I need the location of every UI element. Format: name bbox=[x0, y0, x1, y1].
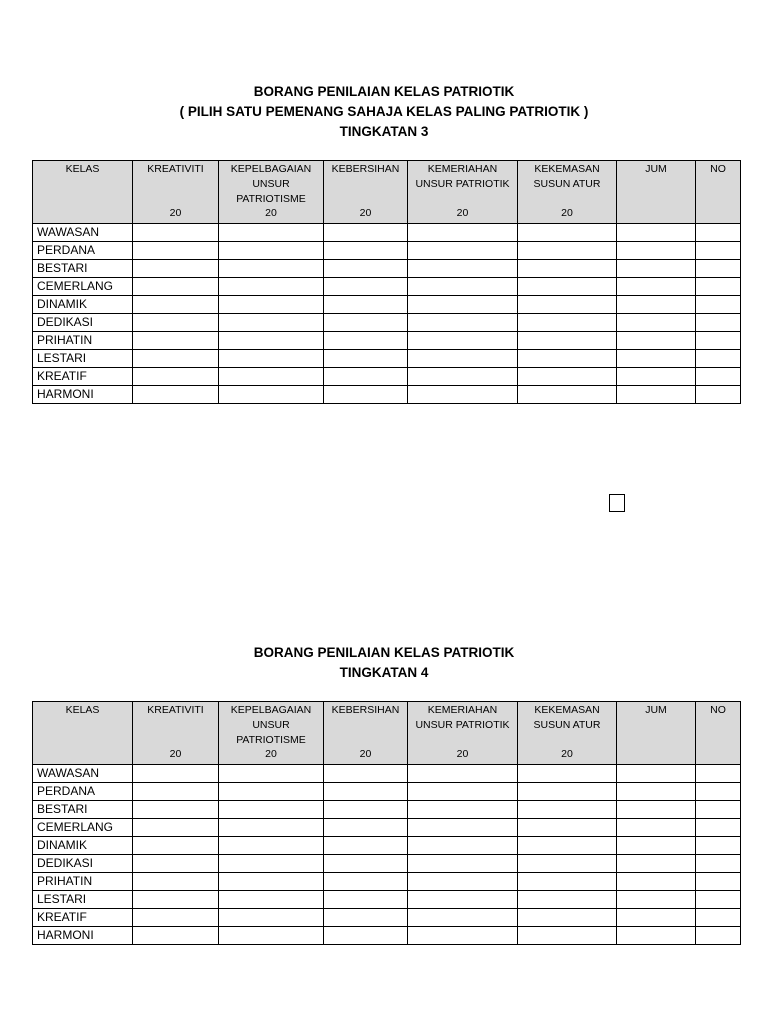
score-cell[interactable] bbox=[133, 909, 219, 927]
column-header-jum bbox=[617, 161, 696, 224]
column-max-score: 20 bbox=[561, 207, 573, 219]
score-cell[interactable] bbox=[219, 927, 324, 945]
score-cell[interactable] bbox=[408, 855, 518, 873]
score-cell[interactable] bbox=[617, 260, 696, 278]
checkbox[interactable] bbox=[609, 494, 625, 512]
class-name-cell: CEMERLANG bbox=[33, 278, 133, 296]
table-row bbox=[33, 927, 741, 945]
score-cell[interactable] bbox=[518, 224, 617, 242]
score-cell[interactable] bbox=[518, 801, 617, 819]
column-max-score: 20 bbox=[169, 207, 182, 219]
table-row bbox=[33, 296, 741, 314]
table-row bbox=[33, 224, 741, 242]
table-row bbox=[33, 909, 741, 927]
score-cell[interactable] bbox=[324, 296, 408, 314]
score-cell[interactable] bbox=[696, 855, 741, 873]
score-cell[interactable] bbox=[617, 873, 696, 891]
score-cell[interactable] bbox=[408, 368, 518, 386]
score-cell[interactable] bbox=[408, 819, 518, 837]
column-header-kebersihan bbox=[324, 161, 408, 224]
score-cell[interactable] bbox=[133, 368, 219, 386]
score-cell[interactable] bbox=[324, 927, 408, 945]
score-cell[interactable] bbox=[696, 314, 741, 332]
score-cell[interactable] bbox=[617, 927, 696, 945]
column-header-no bbox=[696, 702, 741, 765]
table-row bbox=[33, 386, 741, 404]
column-max-score: 20 bbox=[265, 748, 277, 760]
score-cell[interactable] bbox=[219, 873, 324, 891]
score-cell[interactable] bbox=[696, 224, 741, 242]
column-header-kepelbagaian-unsur-patriotisme bbox=[219, 161, 324, 224]
score-cell[interactable] bbox=[696, 260, 741, 278]
score-cell[interactable] bbox=[617, 765, 696, 783]
score-cell[interactable] bbox=[324, 242, 408, 260]
score-cell[interactable] bbox=[133, 350, 219, 368]
score-cell[interactable] bbox=[696, 332, 741, 350]
score-cell[interactable] bbox=[219, 783, 324, 801]
score-cell[interactable] bbox=[617, 296, 696, 314]
column-header-kemeriahan-unsur-patriotik bbox=[408, 702, 518, 765]
score-cell[interactable] bbox=[408, 386, 518, 404]
header-row bbox=[33, 161, 741, 224]
score-cell[interactable] bbox=[408, 332, 518, 350]
table-row bbox=[33, 837, 741, 855]
score-cell[interactable] bbox=[324, 873, 408, 891]
class-name-cell: WAWASAN bbox=[33, 765, 133, 783]
header-row bbox=[33, 702, 741, 765]
score-cell[interactable] bbox=[133, 801, 219, 819]
score-cell[interactable] bbox=[324, 386, 408, 404]
column-header-label: JUM bbox=[645, 163, 667, 175]
score-cell[interactable] bbox=[219, 368, 324, 386]
column-header-label: NO bbox=[710, 704, 726, 716]
column-header-kepelbagaian-unsur-patriotisme bbox=[219, 702, 324, 765]
score-cell[interactable] bbox=[324, 783, 408, 801]
score-cell[interactable] bbox=[324, 891, 408, 909]
score-cell[interactable] bbox=[518, 368, 617, 386]
score-cell[interactable] bbox=[219, 855, 324, 873]
score-cell[interactable] bbox=[408, 350, 518, 368]
score-cell[interactable] bbox=[133, 765, 219, 783]
class-name-cell: PRIHATIN bbox=[33, 873, 133, 891]
score-cell[interactable] bbox=[408, 801, 518, 819]
class-name-cell: PRIHATIN bbox=[33, 332, 133, 350]
score-cell[interactable] bbox=[408, 224, 518, 242]
column-max-score: 20 bbox=[456, 207, 469, 219]
score-cell[interactable] bbox=[324, 224, 408, 242]
score-cell[interactable] bbox=[324, 801, 408, 819]
score-cell[interactable] bbox=[324, 260, 408, 278]
class-name-cell: KREATIF bbox=[33, 368, 133, 386]
column-header-label: KREATIVITI bbox=[147, 704, 204, 716]
score-cell[interactable] bbox=[696, 801, 741, 819]
score-cell[interactable] bbox=[408, 927, 518, 945]
score-cell[interactable] bbox=[408, 278, 518, 296]
score-cell[interactable] bbox=[617, 332, 696, 350]
assessment-table-tingkatan-3 bbox=[32, 160, 741, 404]
column-header-label: KELAS bbox=[65, 163, 100, 175]
table-row bbox=[33, 242, 741, 260]
column-header-label: KEPELBAGAIAN UNSUR PATRIOTISME bbox=[230, 163, 312, 205]
score-cell[interactable] bbox=[408, 909, 518, 927]
form2-title bbox=[0, 643, 768, 683]
column-header-kekemasan-susun-atur bbox=[518, 702, 617, 765]
score-cell[interactable] bbox=[408, 296, 518, 314]
score-cell[interactable] bbox=[696, 765, 741, 783]
score-cell[interactable] bbox=[696, 819, 741, 837]
column-header-label: KREATIVITI bbox=[147, 163, 204, 175]
score-cell[interactable] bbox=[518, 909, 617, 927]
score-cell[interactable] bbox=[408, 873, 518, 891]
class-name-cell: WAWASAN bbox=[33, 224, 133, 242]
column-header-jum bbox=[617, 702, 696, 765]
score-cell[interactable] bbox=[617, 909, 696, 927]
score-cell[interactable] bbox=[518, 386, 617, 404]
column-header-label: KELAS bbox=[65, 704, 100, 716]
column-header-kebersihan bbox=[324, 702, 408, 765]
table-row bbox=[33, 819, 741, 837]
table-row bbox=[33, 855, 741, 873]
table-row bbox=[33, 314, 741, 332]
score-cell[interactable] bbox=[219, 242, 324, 260]
class-name-cell: BESTARI bbox=[33, 260, 133, 278]
score-cell[interactable] bbox=[133, 927, 219, 945]
score-cell[interactable] bbox=[518, 855, 617, 873]
class-name-cell: DEDIKASI bbox=[33, 314, 133, 332]
class-name-cell: CEMERLANG bbox=[33, 819, 133, 837]
score-cell[interactable] bbox=[617, 801, 696, 819]
score-cell[interactable] bbox=[518, 819, 617, 837]
score-cell[interactable] bbox=[408, 837, 518, 855]
score-cell[interactable] bbox=[696, 278, 741, 296]
score-cell[interactable] bbox=[133, 296, 219, 314]
table-row bbox=[33, 801, 741, 819]
column-header-kemeriahan-unsur-patriotik bbox=[408, 161, 518, 224]
score-cell[interactable] bbox=[518, 765, 617, 783]
score-cell[interactable] bbox=[617, 386, 696, 404]
class-name-cell: PERDANA bbox=[33, 242, 133, 260]
column-max-score: 20 bbox=[456, 748, 469, 760]
class-name-cell: DINAMIK bbox=[33, 837, 133, 855]
column-header-kreativiti bbox=[133, 702, 219, 765]
score-cell[interactable] bbox=[696, 783, 741, 801]
score-cell[interactable] bbox=[408, 783, 518, 801]
score-cell[interactable] bbox=[408, 765, 518, 783]
form1-title bbox=[0, 82, 768, 142]
class-name-cell: BESTARI bbox=[33, 801, 133, 819]
score-cell[interactable] bbox=[518, 314, 617, 332]
form2-level-line: TINGKATAN 4 bbox=[339, 665, 429, 680]
class-name-cell: DEDIKASI bbox=[33, 855, 133, 873]
score-cell[interactable] bbox=[133, 242, 219, 260]
score-cell[interactable] bbox=[518, 837, 617, 855]
score-cell[interactable] bbox=[617, 819, 696, 837]
score-cell[interactable] bbox=[324, 909, 408, 927]
score-cell[interactable] bbox=[219, 837, 324, 855]
score-cell[interactable] bbox=[324, 837, 408, 855]
score-cell[interactable] bbox=[219, 260, 324, 278]
score-cell[interactable] bbox=[324, 765, 408, 783]
score-cell[interactable] bbox=[133, 855, 219, 873]
score-cell[interactable] bbox=[696, 927, 741, 945]
table-row bbox=[33, 332, 741, 350]
score-cell[interactable] bbox=[696, 386, 741, 404]
column-header-label: KEMERIAHAN UNSUR PATRIOTIK bbox=[415, 163, 510, 190]
score-cell[interactable] bbox=[324, 278, 408, 296]
table-row bbox=[33, 260, 741, 278]
column-header-label: KEBERSIHAN bbox=[331, 163, 400, 175]
score-cell[interactable] bbox=[133, 332, 219, 350]
column-header-label: KEPELBAGAIAN UNSUR PATRIOTISME bbox=[230, 704, 312, 746]
score-cell[interactable] bbox=[518, 332, 617, 350]
score-cell[interactable] bbox=[133, 386, 219, 404]
column-header-kekemasan-susun-atur bbox=[518, 161, 617, 224]
score-cell[interactable] bbox=[518, 783, 617, 801]
score-cell[interactable] bbox=[617, 278, 696, 296]
class-name-cell: KREATIF bbox=[33, 909, 133, 927]
score-cell[interactable] bbox=[219, 386, 324, 404]
column-header-kelas bbox=[33, 702, 133, 765]
score-cell[interactable] bbox=[408, 260, 518, 278]
column-header-label: KEKEMASAN SUSUN ATUR bbox=[533, 163, 601, 190]
score-cell[interactable] bbox=[617, 837, 696, 855]
score-cell[interactable] bbox=[518, 927, 617, 945]
class-name-cell: HARMONI bbox=[33, 927, 133, 945]
column-header-kreativiti bbox=[133, 161, 219, 224]
score-cell[interactable] bbox=[696, 891, 741, 909]
score-cell[interactable] bbox=[518, 278, 617, 296]
score-cell[interactable] bbox=[696, 350, 741, 368]
score-cell[interactable] bbox=[219, 909, 324, 927]
class-name-cell: DINAMIK bbox=[33, 296, 133, 314]
score-cell[interactable] bbox=[617, 350, 696, 368]
score-cell[interactable] bbox=[696, 242, 741, 260]
score-cell[interactable] bbox=[219, 801, 324, 819]
score-cell[interactable] bbox=[696, 368, 741, 386]
table-row bbox=[33, 783, 741, 801]
form1-level-line: TINGKATAN 3 bbox=[339, 124, 429, 139]
score-cell[interactable] bbox=[518, 873, 617, 891]
score-cell[interactable] bbox=[219, 332, 324, 350]
score-cell[interactable] bbox=[617, 855, 696, 873]
score-cell[interactable] bbox=[219, 891, 324, 909]
table-row bbox=[33, 368, 741, 386]
table-row bbox=[33, 891, 741, 909]
class-name-cell: LESTARI bbox=[33, 350, 133, 368]
table-row bbox=[33, 278, 741, 296]
table-row bbox=[33, 350, 741, 368]
class-name-cell: LESTARI bbox=[33, 891, 133, 909]
score-cell[interactable] bbox=[219, 765, 324, 783]
column-max-score: 20 bbox=[561, 748, 573, 760]
score-cell[interactable] bbox=[133, 783, 219, 801]
column-max-score: 20 bbox=[169, 748, 182, 760]
score-cell[interactable] bbox=[133, 891, 219, 909]
score-cell[interactable] bbox=[219, 314, 324, 332]
score-cell[interactable] bbox=[617, 314, 696, 332]
score-cell[interactable] bbox=[324, 314, 408, 332]
score-cell[interactable] bbox=[324, 819, 408, 837]
form1-subtitle-line: ( PILIH SATU PEMENANG SAHAJA KELAS PALING PATRIOTIK ) bbox=[179, 104, 589, 119]
score-cell[interactable] bbox=[617, 224, 696, 242]
score-cell[interactable] bbox=[518, 296, 617, 314]
score-cell[interactable] bbox=[219, 296, 324, 314]
score-cell[interactable] bbox=[617, 783, 696, 801]
table-row bbox=[33, 873, 741, 891]
class-name-cell: PERDANA bbox=[33, 783, 133, 801]
score-cell[interactable] bbox=[133, 224, 219, 242]
column-header-label: KEBERSIHAN bbox=[331, 704, 400, 716]
column-header-label: NO bbox=[710, 163, 726, 175]
score-cell[interactable] bbox=[324, 855, 408, 873]
score-cell[interactable] bbox=[617, 242, 696, 260]
form2-title-line: BORANG PENILAIAN KELAS PATRIOTIK bbox=[253, 645, 515, 660]
score-cell[interactable] bbox=[133, 873, 219, 891]
column-max-score: 20 bbox=[359, 207, 372, 219]
score-cell[interactable] bbox=[617, 368, 696, 386]
score-cell[interactable] bbox=[219, 224, 324, 242]
score-cell[interactable] bbox=[133, 314, 219, 332]
score-cell[interactable] bbox=[408, 314, 518, 332]
column-header-label: KEKEMASAN SUSUN ATUR bbox=[533, 704, 601, 731]
form1-title-line: BORANG PENILAIAN KELAS PATRIOTIK bbox=[253, 84, 515, 99]
column-header-no bbox=[696, 161, 741, 224]
column-header-kelas bbox=[33, 161, 133, 224]
score-cell[interactable] bbox=[518, 242, 617, 260]
score-cell[interactable] bbox=[324, 350, 408, 368]
score-cell[interactable] bbox=[219, 819, 324, 837]
score-cell[interactable] bbox=[617, 891, 696, 909]
score-cell[interactable] bbox=[133, 837, 219, 855]
score-cell[interactable] bbox=[133, 819, 219, 837]
score-cell[interactable] bbox=[133, 278, 219, 296]
class-name-cell: HARMONI bbox=[33, 386, 133, 404]
score-cell[interactable] bbox=[219, 350, 324, 368]
table-row bbox=[33, 765, 741, 783]
score-cell[interactable] bbox=[518, 260, 617, 278]
score-cell[interactable] bbox=[518, 891, 617, 909]
score-cell[interactable] bbox=[696, 873, 741, 891]
score-cell[interactable] bbox=[518, 350, 617, 368]
column-max-score: 20 bbox=[265, 207, 277, 219]
score-cell[interactable] bbox=[408, 242, 518, 260]
column-max-score: 20 bbox=[359, 748, 372, 760]
assessment-table-tingkatan-4 bbox=[32, 701, 741, 945]
column-header-label: JUM bbox=[645, 704, 667, 716]
score-cell[interactable] bbox=[696, 296, 741, 314]
score-cell[interactable] bbox=[408, 891, 518, 909]
column-header-label: KEMERIAHAN UNSUR PATRIOTIK bbox=[415, 704, 510, 731]
score-cell[interactable] bbox=[324, 368, 408, 386]
score-cell[interactable] bbox=[219, 278, 324, 296]
score-cell[interactable] bbox=[324, 332, 408, 350]
score-cell[interactable] bbox=[696, 909, 741, 927]
score-cell[interactable] bbox=[696, 837, 741, 855]
score-cell[interactable] bbox=[133, 260, 219, 278]
